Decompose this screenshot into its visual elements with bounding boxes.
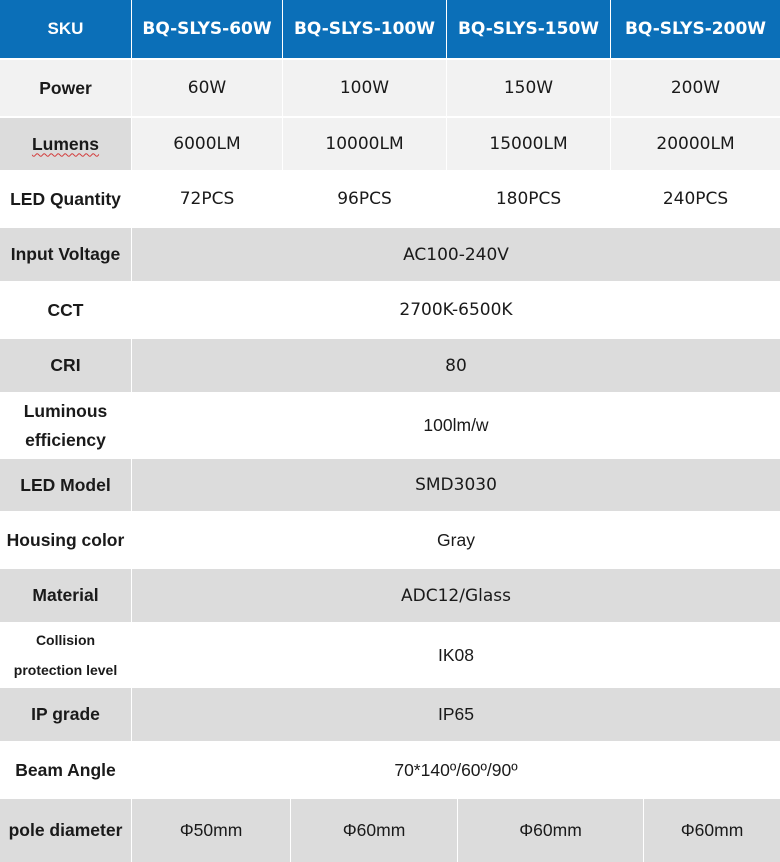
header-model-200w [611,0,780,58]
value-cell [611,118,780,170]
row-label [0,228,132,281]
label-text-line2: efficiency [25,429,106,450]
label-text: LED Quantity [10,188,121,209]
model-label: BQ-SLYS-100W [293,19,436,39]
label-text: CRI [50,355,81,375]
value-text: 180PCS [495,189,562,209]
value-text: SMD3030 [415,475,497,495]
value-text: 2700K-6500K [399,300,513,320]
value-cell [132,799,291,862]
row-power [0,60,780,116]
value-cell [132,228,780,281]
value-text: 15000LM [489,134,568,154]
value-text: 200W [670,78,721,98]
model-label: BQ-SLYS-200W [624,19,767,39]
value-cell [447,60,611,116]
label-text: LED Model [20,474,111,495]
row-lumens [0,118,780,170]
header-model-150w [447,0,611,58]
row-beam-angle [0,743,780,797]
row-pole-diameter [0,799,780,862]
value-cell [283,172,447,226]
row-led-model [0,459,780,511]
row-input-voltage [0,228,780,281]
value-text: AC100-240V [403,244,509,265]
row-label [0,459,132,511]
value-text: 240PCS [662,189,729,209]
row-label [0,569,132,622]
row-ip-grade [0,688,780,741]
row-label [0,688,132,741]
value-text: 150W [503,78,554,98]
row-led-quantity [0,172,780,226]
label-text: Input Voltage [10,244,121,264]
row-label [0,799,132,862]
value-cell [132,688,780,741]
header-model-100w [283,0,447,58]
value-text: 96PCS [337,189,392,209]
label-text-line2: protection level [13,662,118,678]
value-cell [447,172,611,226]
row-label [0,60,132,116]
row-label [0,513,132,567]
value-cell [132,394,780,457]
value-text: 6000LM [173,134,241,154]
value-text: 72PCS [179,189,235,209]
label-text: Lumens [31,133,100,154]
value-cell [132,283,780,337]
header-sku [0,0,132,58]
value-text: 100lm/w [423,415,489,435]
value-cell [447,118,611,170]
row-luminous-efficiency [0,394,780,457]
value-cell [644,799,780,862]
value-cell [132,60,283,116]
value-cell [611,172,780,226]
value-text: ADC12/Glass [401,585,511,606]
label-text-line1: Collision [35,632,96,648]
value-cell [132,118,283,170]
value-text: 70*140º/60º/90º [394,759,518,780]
value-text: IK08 [438,644,474,665]
value-cell [291,799,458,862]
value-text: 80 [445,355,467,376]
label-text: pole diameter [8,820,123,840]
row-cri [0,339,780,392]
value-text: 60W [187,78,227,98]
label-text: CCT [47,299,84,320]
label-text: IP grade [31,704,100,724]
row-collision-protection [0,624,780,686]
value-cell [611,60,780,116]
value-text: 100W [339,78,390,98]
value-cell [458,799,644,862]
value-text: 20000LM [656,134,735,154]
row-cct [0,283,780,337]
row-label [0,743,132,797]
value-text: Φ50mm [179,820,243,840]
value-text: IP65 [438,704,474,724]
model-label: BQ-SLYS-60W [142,19,272,39]
label-text-line1: Luminous [23,400,108,421]
value-text: Φ60mm [680,820,744,840]
label-text: Power [39,77,92,98]
row-label [0,118,132,170]
row-label [0,394,132,457]
row-housing-color [0,513,780,567]
value-cell [132,513,780,567]
header-row [0,0,780,58]
value-cell [132,459,780,511]
sku-label: SKU [47,19,84,38]
row-label [0,624,132,686]
value-text: 10000LM [325,134,404,154]
header-model-60w [132,0,283,58]
value-text: Gray [437,529,475,550]
label-text: Beam Angle [15,759,116,780]
value-cell [132,339,780,392]
label-text: Housing color [6,529,125,550]
value-cell [132,569,780,622]
value-cell [132,743,780,797]
row-material [0,569,780,622]
row-label [0,172,132,226]
value-cell [283,118,447,170]
value-text: Φ60mm [342,820,406,840]
value-cell [132,624,780,686]
value-cell [132,172,283,226]
value-cell [283,60,447,116]
row-label [0,339,132,392]
model-label: BQ-SLYS-150W [457,19,600,39]
label-text: Material [32,585,99,605]
value-text: Φ60mm [519,820,582,840]
row-label [0,283,132,337]
